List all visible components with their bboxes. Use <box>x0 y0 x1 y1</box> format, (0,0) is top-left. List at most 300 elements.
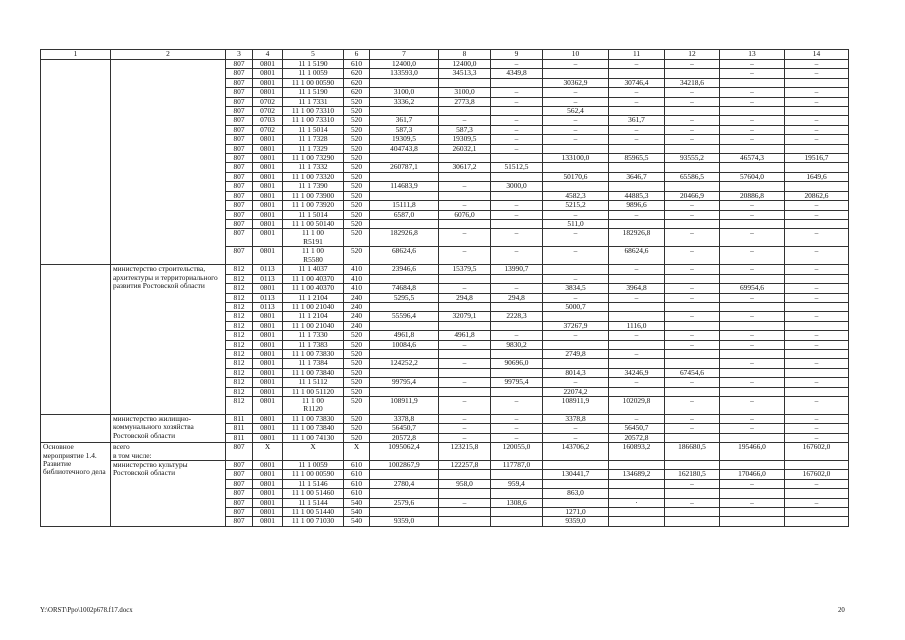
ministry-culture-label: министерство культуры Ростовской области <box>111 461 226 527</box>
cell-col-8: 958,0 <box>439 479 491 488</box>
cell-col-10: 863,0 <box>543 489 609 498</box>
cell-col-6: 610 <box>344 60 370 69</box>
cell-col-8 <box>439 154 491 163</box>
cell-col-11 <box>609 182 665 191</box>
cell-col-8: – <box>439 284 491 293</box>
group-label-col2: министерство жилищно-коммунального хозяйства Ростовской области <box>111 415 226 443</box>
cell-col-8: 34513,3 <box>439 69 491 78</box>
cell-col-3: 807 <box>226 498 253 507</box>
cell-col-3: 807 <box>226 508 253 517</box>
cell-col-9: 99795,4 <box>491 378 543 387</box>
cell-col-11 <box>609 489 665 498</box>
cell-col-9 <box>491 154 543 163</box>
cell-col-12: – <box>665 201 720 210</box>
cell-col-13: – <box>720 116 785 125</box>
cell-col-5: 11 1 7329 <box>283 144 344 153</box>
column-header-9: 9 <box>491 50 543 60</box>
cell-col-7 <box>370 107 439 116</box>
cell-col-8: 32079,1 <box>439 312 491 321</box>
cell-col-9: – <box>491 116 543 125</box>
cell-col-14 <box>785 461 849 470</box>
cell-col-12 <box>665 219 720 228</box>
cell-col-11: · <box>609 498 665 507</box>
document-page <box>40 49 848 527</box>
cell-col-11: 56450,7 <box>609 424 665 433</box>
cell-col-13: – <box>720 135 785 144</box>
cell-col-11: 160893,2 <box>609 443 665 461</box>
cell-col-12 <box>665 107 720 116</box>
cell-col-8 <box>439 78 491 87</box>
cell-col-10: – <box>543 97 609 106</box>
cell-col-10: 8014,3 <box>543 368 609 377</box>
cell-col-5: 11 1 7331 <box>283 97 344 106</box>
cell-col-8 <box>439 368 491 377</box>
cell-col-14: – <box>785 69 849 78</box>
cell-col-5: 11 1 00 R5580 <box>283 247 344 265</box>
cell-col-8 <box>439 349 491 358</box>
cell-col-9: 9830,2 <box>491 340 543 349</box>
cell-col-13: – <box>720 97 785 106</box>
cell-col-7: 3378,8 <box>370 415 439 424</box>
cell-col-10: 22074,2 <box>543 387 609 396</box>
cell-col-3: 807 <box>226 69 253 78</box>
cell-col-9: – <box>491 97 543 106</box>
cell-col-10: – <box>543 378 609 387</box>
cell-col-14: 167602,0 <box>785 443 849 461</box>
cell-col-7: 182926,8 <box>370 229 439 247</box>
cell-col-9 <box>491 78 543 87</box>
cell-col-7 <box>370 489 439 498</box>
cell-col-4: 0801 <box>253 135 283 144</box>
cell-col-14: – <box>785 312 849 321</box>
cell-col-9 <box>491 368 543 377</box>
cell-col-4: 0801 <box>253 182 283 191</box>
cell-col-4: 0801 <box>253 163 283 172</box>
cell-col-10: 511,0 <box>543 219 609 228</box>
cell-col-6: 520 <box>344 125 370 134</box>
cell-col-13: – <box>720 229 785 247</box>
cell-col-6: 610 <box>344 461 370 470</box>
cell-col-4: 0801 <box>253 172 283 181</box>
cell-col-8 <box>439 517 491 526</box>
cell-col-5: 11 1 00 21040 <box>283 302 344 311</box>
cell-col-10 <box>543 340 609 349</box>
table-row <box>41 461 849 470</box>
column-header-5: 5 <box>283 50 344 60</box>
cell-col-7: 4961,8 <box>370 331 439 340</box>
cell-col-12: – <box>665 210 720 219</box>
cell-col-9 <box>491 517 543 526</box>
cell-col-7: 74684,8 <box>370 284 439 293</box>
cell-col-14: – <box>785 293 849 302</box>
cell-col-5: 11 1 00 73310 <box>283 116 344 125</box>
cell-col-9: 90696,0 <box>491 359 543 368</box>
cell-col-5: 11 1 00 51460 <box>283 489 344 498</box>
cell-col-14: – <box>785 284 849 293</box>
cell-col-10: 108911,9 <box>543 397 609 415</box>
cell-col-14 <box>785 144 849 153</box>
cell-col-8: 26032,1 <box>439 144 491 153</box>
cell-col-10 <box>543 163 609 172</box>
cell-col-7: 19309,5 <box>370 135 439 144</box>
cell-col-4: 0801 <box>253 247 283 265</box>
cell-col-12: 186680,5 <box>665 443 720 461</box>
cell-col-11 <box>609 312 665 321</box>
cell-col-11: 85965,5 <box>609 154 665 163</box>
cell-col-9: – <box>491 415 543 424</box>
cell-col-13: – <box>720 201 785 210</box>
cell-col-13 <box>720 368 785 377</box>
cell-col-7: 23946,6 <box>370 265 439 274</box>
cell-col-5: 11 1 00 73320 <box>283 172 344 181</box>
cell-col-6: 610 <box>344 470 370 479</box>
cell-col-12 <box>665 433 720 442</box>
cell-col-6: 620 <box>344 69 370 78</box>
cell-col-10: – <box>543 125 609 134</box>
cell-col-6: 520 <box>344 397 370 415</box>
cell-col-6: 520 <box>344 182 370 191</box>
cell-col-7: 55596,4 <box>370 312 439 321</box>
cell-col-4: 0801 <box>253 78 283 87</box>
cell-col-5: 11 1 00 73840 <box>283 368 344 377</box>
cell-col-11: – <box>609 293 665 302</box>
cell-col-9: – <box>491 135 543 144</box>
cell-col-5: 11 1 0059 <box>283 461 344 470</box>
cell-col-9: – <box>491 201 543 210</box>
cell-col-11: 30746,4 <box>609 78 665 87</box>
cell-col-10 <box>543 359 609 368</box>
cell-col-9: 3000,0 <box>491 182 543 191</box>
cell-col-7: 114683,9 <box>370 182 439 191</box>
cell-col-11: 34246,9 <box>609 368 665 377</box>
cell-col-8: – <box>439 424 491 433</box>
cell-col-11 <box>609 508 665 517</box>
cell-col-3: 807 <box>226 107 253 116</box>
cell-col-14: – <box>785 210 849 219</box>
cell-col-14: – <box>785 97 849 106</box>
cell-col-13: 20886,8 <box>720 191 785 200</box>
cell-col-12: 65586,5 <box>665 172 720 181</box>
cell-col-11 <box>609 107 665 116</box>
cell-col-5: 11 1 7383 <box>283 340 344 349</box>
cell-col-11 <box>609 302 665 311</box>
including-label: в том числе: <box>113 450 152 460</box>
cell-col-8: – <box>439 340 491 349</box>
cell-col-8: 3100,0 <box>439 88 491 97</box>
cell-col-3: 807 <box>226 247 253 265</box>
cell-col-4: 0801 <box>253 508 283 517</box>
cell-col-5: 11 1 00 73290 <box>283 154 344 163</box>
cell-col-4: 0801 <box>253 229 283 247</box>
cell-col-11: – <box>609 378 665 387</box>
cell-col-6: 620 <box>344 88 370 97</box>
cell-col-3: 807 <box>226 210 253 219</box>
cell-col-7: 12400,0 <box>370 60 439 69</box>
cell-col-12 <box>665 489 720 498</box>
cell-col-5: 11 1 5190 <box>283 88 344 97</box>
cell-col-14: 167602,0 <box>785 470 849 479</box>
cell-col-14 <box>785 302 849 311</box>
table-row <box>41 443 849 461</box>
cell-col-13: – <box>720 247 785 265</box>
cell-col-3: 807 <box>226 229 253 247</box>
cell-col-6: 520 <box>344 424 370 433</box>
cell-col-7: 9359,0 <box>370 517 439 526</box>
cell-col-13 <box>720 144 785 153</box>
cell-col-11: 20572,8 <box>609 433 665 442</box>
cell-col-14 <box>785 387 849 396</box>
cell-col-11 <box>609 479 665 488</box>
cell-col-14 <box>785 274 849 283</box>
cell-col-6: 520 <box>344 191 370 200</box>
cell-col-13: – <box>720 293 785 302</box>
cell-col-13 <box>720 349 785 358</box>
table-body <box>41 60 849 527</box>
cell-col-4: 0801 <box>253 387 283 396</box>
cell-col-12 <box>665 359 720 368</box>
cell-col-6: 520 <box>344 116 370 125</box>
cell-col-8 <box>439 387 491 396</box>
column-header-6: 6 <box>344 50 370 60</box>
cell-col-3: 807 <box>226 125 253 134</box>
cell-col-13: – <box>720 498 785 507</box>
cell-col-6: 410 <box>344 274 370 283</box>
cell-col-13 <box>720 489 785 498</box>
cell-col-7: 2579,6 <box>370 498 439 507</box>
cell-col-5: 11 1 00 73840 <box>283 424 344 433</box>
cell-col-3: 812 <box>226 284 253 293</box>
cell-col-10 <box>543 479 609 488</box>
cell-col-8: – <box>439 415 491 424</box>
cell-col-10 <box>543 498 609 507</box>
cell-col-7 <box>370 302 439 311</box>
cell-col-8: 19309,5 <box>439 135 491 144</box>
cell-col-5: 11 1 00 73310 <box>283 107 344 116</box>
cell-col-11: – <box>609 97 665 106</box>
cell-col-13: – <box>720 69 785 78</box>
cell-col-8 <box>439 274 491 283</box>
cell-col-12 <box>665 321 720 330</box>
cell-col-10: 30362,9 <box>543 78 609 87</box>
cell-col-8 <box>439 302 491 311</box>
cell-col-10: 143706,2 <box>543 443 609 461</box>
cell-col-3: 812 <box>226 293 253 302</box>
cell-col-9 <box>491 349 543 358</box>
cell-col-7: 260787,1 <box>370 163 439 172</box>
cell-col-12 <box>665 387 720 396</box>
cell-col-9: – <box>491 88 543 97</box>
cell-col-4: 0801 <box>253 397 283 415</box>
cell-col-8: – <box>439 498 491 507</box>
cell-col-8: – <box>439 247 491 265</box>
cell-col-7: 15111,8 <box>370 201 439 210</box>
cell-col-10: – <box>543 433 609 442</box>
cell-col-5: 11 1 2104 <box>283 293 344 302</box>
cell-col-8 <box>439 489 491 498</box>
cell-col-14: – <box>785 247 849 265</box>
cell-col-4: 0801 <box>253 498 283 507</box>
cell-col-6: 520 <box>344 349 370 358</box>
group-label-col2 <box>111 443 226 461</box>
cell-col-8: – <box>439 182 491 191</box>
cell-col-8: 12400,0 <box>439 60 491 69</box>
cell-col-3: 807 <box>226 135 253 144</box>
cell-col-6: 520 <box>344 219 370 228</box>
column-header-8: 8 <box>439 50 491 60</box>
cell-col-14: – <box>785 116 849 125</box>
cell-col-6: 520 <box>344 247 370 265</box>
cell-col-5: 11 1 00 00590 <box>283 78 344 87</box>
cell-col-4: 0801 <box>253 210 283 219</box>
cell-col-12: – <box>665 415 720 424</box>
group-label-col1 <box>41 60 111 265</box>
cell-col-11: 68624,6 <box>609 247 665 265</box>
cell-col-8: – <box>439 433 491 442</box>
cell-col-3: 811 <box>226 415 253 424</box>
cell-col-14: – <box>785 359 849 368</box>
cell-col-9: 4349,8 <box>491 69 543 78</box>
cell-col-11: – <box>609 331 665 340</box>
cell-col-7: 1095062,4 <box>370 443 439 461</box>
cell-col-11: 1116,0 <box>609 321 665 330</box>
cell-col-6: 240 <box>344 302 370 311</box>
cell-col-14 <box>785 321 849 330</box>
table-row <box>41 415 849 424</box>
cell-col-3: 812 <box>226 368 253 377</box>
cell-col-5: 11 1 7390 <box>283 182 344 191</box>
cell-col-10: – <box>543 229 609 247</box>
cell-col-12: – <box>665 331 720 340</box>
cell-col-10: 9359,0 <box>543 517 609 526</box>
cell-col-7: 99795,4 <box>370 378 439 387</box>
cell-col-5: 11 1 00 R5191 <box>283 229 344 247</box>
cell-col-11 <box>609 340 665 349</box>
cell-col-8 <box>439 470 491 479</box>
cell-col-4: 0801 <box>253 88 283 97</box>
cell-col-3: 812 <box>226 349 253 358</box>
cell-col-12: – <box>665 97 720 106</box>
cell-col-7 <box>370 349 439 358</box>
cell-col-10 <box>543 265 609 274</box>
cell-col-7 <box>370 172 439 181</box>
cell-col-14: – <box>785 135 849 144</box>
cell-col-7: 5295,5 <box>370 293 439 302</box>
cell-col-14: – <box>785 397 849 415</box>
cell-col-6: 240 <box>344 312 370 321</box>
cell-col-9 <box>491 172 543 181</box>
cell-col-11 <box>609 274 665 283</box>
cell-col-8: – <box>439 201 491 210</box>
cell-col-4: 0801 <box>253 312 283 321</box>
cell-col-10: – <box>543 331 609 340</box>
cell-col-3: 807 <box>226 517 253 526</box>
cell-col-4: 0801 <box>253 517 283 526</box>
cell-col-10: 3834,5 <box>543 284 609 293</box>
cell-col-3: 807 <box>226 78 253 87</box>
column-header-12: 12 <box>665 50 720 60</box>
cell-col-13: – <box>720 312 785 321</box>
cell-col-6: 520 <box>344 378 370 387</box>
cell-col-7 <box>370 470 439 479</box>
column-header-7: 7 <box>370 50 439 60</box>
cell-col-7: 68624,6 <box>370 247 439 265</box>
cell-col-4: 0702 <box>253 97 283 106</box>
cell-col-5: 11 1 00 73830 <box>283 349 344 358</box>
cell-col-14 <box>785 349 849 358</box>
cell-col-5: X <box>283 443 344 461</box>
cell-col-8 <box>439 191 491 200</box>
cell-col-7 <box>370 191 439 200</box>
cell-col-13: – <box>720 265 785 274</box>
cell-col-14 <box>785 163 849 172</box>
cell-col-5: 11 1 2104 <box>283 312 344 321</box>
cell-col-10: – <box>543 60 609 69</box>
cell-col-12 <box>665 349 720 358</box>
cell-col-5: 11 1 5146 <box>283 479 344 488</box>
cell-col-5: 11 1 00 51120 <box>283 387 344 396</box>
cell-col-12: – <box>665 265 720 274</box>
cell-col-8: 30617,2 <box>439 163 491 172</box>
cell-col-12 <box>665 144 720 153</box>
cell-col-6: 240 <box>344 321 370 330</box>
cell-col-3: 807 <box>226 60 253 69</box>
cell-col-3: 812 <box>226 331 253 340</box>
cell-col-6: 520 <box>344 201 370 210</box>
cell-col-6: 520 <box>344 97 370 106</box>
group-label-col1 <box>41 415 111 443</box>
cell-col-6: 620 <box>344 78 370 87</box>
cell-col-3: 812 <box>226 274 253 283</box>
cell-col-13: – <box>720 125 785 134</box>
cell-col-13 <box>720 219 785 228</box>
cell-col-12: – <box>665 88 720 97</box>
cell-col-10: 3378,8 <box>543 415 609 424</box>
cell-col-6: 540 <box>344 508 370 517</box>
cell-col-10: – <box>543 135 609 144</box>
cell-col-13 <box>720 302 785 311</box>
cell-col-13: – <box>720 359 785 368</box>
cell-col-3: 812 <box>226 302 253 311</box>
cell-col-5: 11 1 7384 <box>283 359 344 368</box>
cell-col-3: 807 <box>226 470 253 479</box>
budget-table <box>40 49 849 527</box>
cell-col-7 <box>370 274 439 283</box>
cell-col-12: 34218,6 <box>665 78 720 87</box>
cell-col-8 <box>439 172 491 181</box>
cell-col-14 <box>785 78 849 87</box>
cell-col-14 <box>785 517 849 526</box>
cell-col-7 <box>370 219 439 228</box>
cell-col-13: – <box>720 340 785 349</box>
cell-col-4: 0702 <box>253 125 283 134</box>
cell-col-8: 122257,8 <box>439 461 491 470</box>
cell-col-8: 4961,8 <box>439 331 491 340</box>
cell-col-13: – <box>720 397 785 415</box>
cell-col-10: – <box>543 210 609 219</box>
cell-col-13: 46574,3 <box>720 154 785 163</box>
cell-col-5: 11 1 7332 <box>283 163 344 172</box>
cell-col-11: 3646,7 <box>609 172 665 181</box>
cell-col-11: 361,7 <box>609 116 665 125</box>
column-header-1: 1 <box>41 50 111 60</box>
cell-col-4: 0801 <box>253 461 283 470</box>
cell-col-3: 812 <box>226 321 253 330</box>
cell-col-9: 1308,6 <box>491 498 543 507</box>
cell-col-5: 11 1 00 00590 <box>283 470 344 479</box>
column-header-11: 11 <box>609 50 665 60</box>
cell-col-13: 170466,0 <box>720 470 785 479</box>
cell-col-13 <box>720 321 785 330</box>
